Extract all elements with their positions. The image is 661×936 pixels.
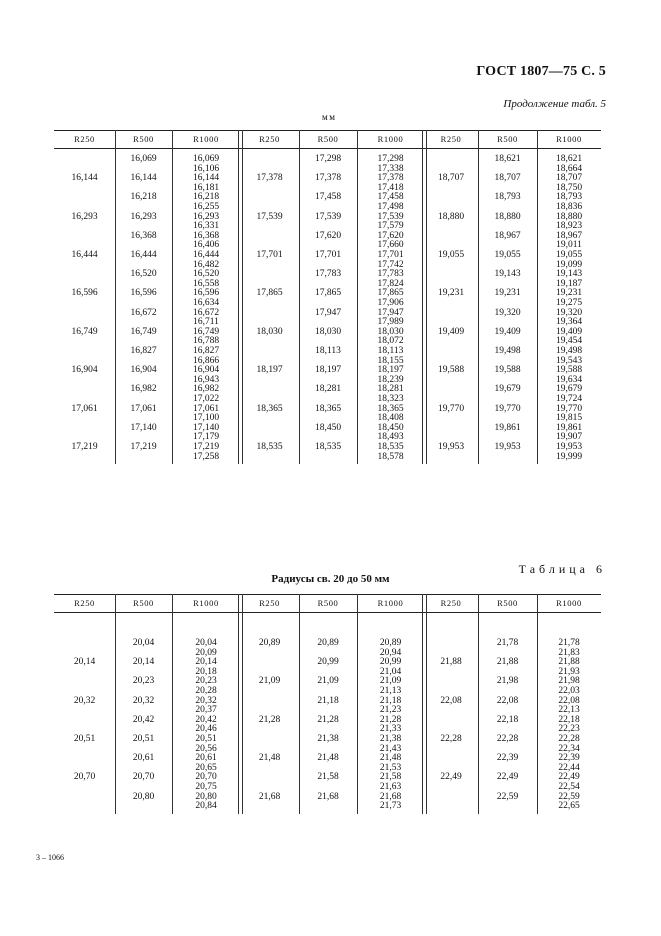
t5-cell-r500: 19,770 [494,403,521,414]
table-6 [54,594,601,814]
t6-cell-r1000: 20,09 [195,647,217,658]
t6-cell-r500: 20,42 [132,714,155,725]
t5-cell-r500: 19,679 [494,384,521,395]
t5-cell-r1000: 17,947 [377,307,404,318]
t5-cell-r500: 18,197 [314,365,342,376]
t5-cell-r250: 16,293 [71,211,98,222]
t6-cell-r1000: 20,51 [195,734,217,744]
t5-cell-r1000: 19,011 [556,240,582,251]
t5-cell-r500: 19,231 [494,288,521,299]
t5-cell-r250: 19,953 [437,442,465,452]
t6-cell-r1000: 22,03 [558,686,580,696]
t5-cell-r1000: 18,621 [555,154,583,164]
t5-cell-r1000: 17,701 [377,250,404,260]
t5-cell-r500: 18,880 [494,211,521,222]
t5-cell-r1000: 17,579 [377,221,404,232]
t6-cell-r1000: 22,23 [558,724,580,735]
t5-cell-r1000: 16,943 [192,374,220,385]
t6-cell-r1000: 21,78 [558,638,580,648]
t5-cell-r1000: 16,596 [192,288,220,299]
t5-cell-r1000: 16,634 [192,298,220,308]
t5-cell-r1000: 18,880 [555,211,583,222]
t5-cell-r1000: 17,824 [377,278,404,289]
t6-header-row [54,594,601,613]
t5-cell-r1000: 16,406 [192,240,220,251]
t6-col-header: R250 [440,598,462,608]
t6-cell-r500: 21,58 [317,772,339,783]
t6-cell-r250: 21,48 [258,753,281,764]
t5-cell-r500: 19,143 [494,269,521,280]
table-6-caption: Радиусы св. 20 до 50 мм [271,573,390,585]
t5-cell-r1000: 16,711 [193,317,219,328]
t6-cell-r250: 21,28 [258,714,281,725]
t5-cell-r1000: 18,707 [555,173,583,184]
t6-cell-r500: 21,09 [317,676,339,687]
t5-cell-r1000: 16,255 [192,202,220,212]
t6-cell-r1000: 22,18 [558,714,580,725]
t5-cell-r1000: 16,069 [192,154,220,164]
t6-cell-r1000: 20,84 [195,801,217,812]
t5-cell-r500: 16,827 [130,346,157,356]
t5-cell-r500: 16,144 [130,173,157,184]
t5-cell-r500: 19,861 [494,422,521,433]
t5-cell-r500: 19,498 [494,346,521,356]
t5-cell-r1000: 17,258 [192,451,220,462]
t5-cell-r1000: 19,187 [555,278,583,289]
t6-cell-r1000: 22,39 [558,753,580,764]
t6-cell-r250: 20,51 [73,734,96,744]
t6-cell-r500: 20,14 [132,657,155,668]
t5-cell-r500: 18,450 [314,422,342,433]
t6-cell-r500: 22,59 [496,791,519,802]
t5-cell-r1000: 17,865 [377,288,404,299]
t5-cell-r1000: 19,409 [555,326,583,337]
t5-col-header: R250 [259,134,280,144]
t5-cell-r500: 17,539 [314,211,342,222]
t5-cell-r1000: 17,338 [377,163,404,174]
t6-cell-r1000: 22,28 [558,734,580,744]
t6-cell-r1000: 20,89 [379,638,402,648]
t6-cell-r500: 20,89 [317,638,339,648]
t5-cell-r250: 18,535 [256,442,283,452]
table-6-label: Таблица 6 [518,562,606,576]
t5-cell-r1000: 19,999 [555,451,583,462]
t6-col-header: R1000 [377,598,404,608]
t6-cell-r250: 20,32 [73,695,96,706]
t6-cell-r500: 22,49 [496,772,519,783]
t5-cell-r1000: 18,408 [377,413,404,424]
t5-cell-r1000: 17,783 [377,269,404,280]
t5-cell-r1000: 17,539 [377,211,404,222]
t5-col-header: R500 [497,134,518,144]
t5-cell-r500: 18,707 [494,173,521,184]
t5-cell-r1000: 16,368 [192,230,220,241]
t5-cell-r250: 17,539 [256,211,283,222]
t5-cell-r1000: 19,364 [555,317,583,328]
t6-cell-r1000: 20,70 [195,772,217,783]
t5-cell-r1000: 16,482 [192,259,220,270]
t5-cell-r500: 17,458 [314,192,342,203]
t6-cell-r500: 22,08 [496,695,519,706]
t6-cell-r1000: 20,42 [195,714,217,725]
t6-cell-r1000: 22,59 [558,791,580,802]
t6-cell-r500: 21,48 [317,753,339,764]
t5-cell-r1000: 17,906 [377,298,404,308]
t6-cell-r500: 20,32 [132,695,155,706]
t5-cell-r1000: 16,218 [192,192,220,203]
t5-cell-r1000: 19,055 [555,250,583,260]
page-header-title: ГОСТ 1807—75 С. 5 [476,64,606,79]
t5-cell-r1000: 18,967 [555,230,583,241]
t6-cell-r1000: 22,65 [558,801,580,812]
t5-cell-r1000: 16,144 [192,173,220,184]
t5-col-header: R1000 [556,134,582,144]
t5-cell-r1000: 16,866 [192,355,220,366]
t5-cell-r1000: 18,493 [377,432,404,443]
t6-cell-r1000: 21,33 [379,724,402,735]
t6-cell-r500: 22,28 [496,734,519,744]
t5-cell-r1000: 19,454 [555,336,583,347]
t6-cell-r1000: 20,23 [195,676,217,687]
t5-cell-r1000: 16,444 [192,250,220,260]
t5-cell-r1000: 18,750 [555,182,583,193]
t6-cell-r250: 20,89 [258,638,281,648]
t5-cell-r1000: 17,660 [377,240,404,251]
t6-cell-r500: 20,99 [317,657,339,668]
t5-cell-r250: 18,030 [256,326,283,337]
t6-cell-r1000: 22,54 [558,782,580,792]
t5-cell-r1000: 18,793 [555,192,583,203]
t5-cell-r500: 18,365 [314,403,342,414]
t5-cell-r500: 17,865 [314,288,342,299]
t5-cell-r500: 18,793 [494,192,521,203]
t5-col-header: R500 [317,134,339,144]
t6-cell-r500: 22,39 [496,753,519,764]
table-continuation-note: Продолжение табл. 5 [503,98,606,110]
t6-cell-r500: 20,61 [132,753,155,764]
t6-col-header: R250 [74,598,95,608]
t5-cell-r1000: 16,982 [192,384,220,395]
t5-cell-r500: 16,520 [130,269,157,280]
t6-cell-r1000: 21,23 [379,705,402,716]
t6-cell-r1000: 22,49 [558,772,580,783]
t6-col-header: R250 [259,598,280,608]
t5-cell-r1000: 19,275 [555,298,583,308]
t6-cell-r1000: 20,14 [195,657,217,668]
t5-cell-r250: 17,865 [256,288,283,299]
t5-cell-r250: 18,197 [256,365,283,376]
t5-col-header: R250 [440,134,462,144]
t5-cell-r250: 17,378 [256,173,283,184]
t6-cell-r1000: 21,28 [379,714,402,725]
t5-col-header: R500 [133,134,154,144]
t5-cell-r500: 16,596 [130,288,157,299]
t6-col-header: R500 [133,598,154,608]
t5-cell-r500: 17,620 [314,230,342,241]
t6-cell-r1000: 20,75 [195,782,217,792]
t5-cell-r1000: 16,558 [192,278,220,289]
t6-cell-r1000: 22,34 [558,743,580,754]
t6-cell-r1000: 21,68 [379,791,402,802]
t6-cell-r250: 22,49 [440,772,462,783]
t5-cell-r1000: 18,030 [377,326,404,337]
t5-cell-r1000: 17,061 [192,403,220,414]
t5-cell-r1000: 19,588 [555,365,583,376]
t6-cell-r1000: 20,04 [195,638,217,648]
t6-cell-r250: 21,88 [440,657,462,668]
t5-cell-r1000: 19,231 [555,288,583,299]
t5-cell-r1000: 17,458 [377,192,404,203]
t5-cell-r1000: 18,923 [555,221,583,232]
t5-cell-r500: 17,701 [314,250,342,260]
t5-cell-r250: 19,588 [437,365,465,376]
t5-cell-r250: 18,365 [256,403,283,414]
t6-cell-r500: 21,88 [496,657,519,668]
t5-cell-r250: 19,409 [437,326,465,337]
t6-cell-r1000: 20,28 [195,686,217,696]
t5-cell-r500: 18,967 [494,230,521,241]
t6-cell-r1000: 21,73 [379,801,402,812]
t6-cell-r1000: 21,09 [379,676,402,687]
t5-cell-r500: 17,783 [314,269,342,280]
t6-cell-r500: 21,78 [496,638,519,648]
t5-cell-r500: 16,293 [130,211,157,222]
t5-cell-r1000: 18,197 [377,365,404,376]
t5-cell-r1000: 19,724 [555,394,583,404]
t6-cell-r1000: 20,46 [195,724,217,735]
t5-cell-r1000: 18,239 [377,374,404,385]
footer-code: 3 – 1066 [36,853,64,862]
t5-cell-r250: 19,770 [437,403,465,414]
t6-col-header: R500 [317,598,339,608]
t5-cell-r1000: 19,907 [555,432,583,443]
t5-cell-r1000: 16,106 [192,163,220,174]
t6-col-header: R500 [497,598,518,608]
t6-cell-r500: 20,23 [132,676,155,687]
t6-cell-r1000: 21,13 [379,686,402,696]
t5-header-row [54,130,601,149]
t6-col-header: R1000 [193,598,219,608]
t6-cell-r1000: 20,56 [195,743,217,754]
t5-cell-r1000: 17,022 [192,394,220,404]
t6-cell-r500: 21,98 [496,676,519,687]
t5-cell-r1000: 17,620 [377,230,404,241]
t5-cell-r1000: 19,320 [555,307,583,318]
t5-cell-r1000: 18,323 [377,394,404,404]
t6-cell-r500: 22,18 [496,714,519,725]
t5-cell-r250: 18,707 [437,173,465,184]
t5-cell-r1000: 16,520 [192,269,220,280]
t5-cell-r1000: 19,543 [555,355,583,366]
t5-cell-r1000: 18,365 [377,403,404,414]
t5-cell-r500: 16,218 [130,192,157,203]
t5-cell-r1000: 19,498 [555,346,583,356]
t6-cell-r500: 21,28 [317,714,339,725]
t6-cell-r1000: 22,44 [558,762,580,773]
t5-cell-r1000: 19,143 [555,269,583,280]
t5-cell-r250: 16,144 [71,173,98,184]
t5-cell-r250: 16,749 [71,326,98,337]
t5-cell-r1000: 17,179 [192,432,220,443]
t5-cell-r1000: 16,293 [192,211,220,222]
t5-cell-r500: 16,368 [130,230,157,241]
t5-cell-r1000: 16,331 [192,221,220,232]
t5-cell-r500: 18,030 [314,326,342,337]
t5-cell-r1000: 17,989 [377,317,404,328]
t5-cell-r1000: 19,099 [555,259,583,270]
t5-cell-r1000: 17,742 [377,259,404,270]
t6-cell-r500: 21,68 [317,791,339,802]
t6-col-header: R1000 [556,598,582,608]
t5-cell-r1000: 18,113 [377,346,404,356]
t6-cell-r1000: 22,13 [558,705,580,716]
t5-col-header: R250 [74,134,95,144]
t6-cell-r1000: 20,61 [195,753,217,764]
t5-cell-r500: 17,947 [314,307,342,318]
t6-cell-r250: 22,08 [440,695,462,706]
t5-cell-r500: 16,444 [130,250,157,260]
t6-cell-r1000: 21,48 [379,753,402,764]
t5-cell-r500: 16,904 [130,365,157,376]
t6-cell-r1000: 21,18 [379,695,402,706]
t6-cell-r1000: 21,83 [558,647,580,658]
t5-cell-r250: 17,701 [256,250,283,260]
t5-cell-r250: 16,596 [71,288,98,299]
t5-cell-r500: 18,281 [314,384,342,395]
table-5 [54,130,601,464]
t5-cell-r1000: 16,672 [192,307,220,318]
t6-cell-r500: 20,70 [132,772,155,783]
t5-cell-r1000: 18,072 [377,336,404,347]
t5-cell-r1000: 16,749 [192,326,220,337]
t5-cell-r1000: 17,140 [192,422,220,433]
t5-cell-r500: 19,055 [494,250,521,260]
t6-cell-r500: 21,38 [317,734,339,744]
t5-cell-r1000: 16,181 [192,182,220,193]
t5-cell-r500: 19,320 [494,307,521,318]
t5-cell-r500: 17,378 [314,173,342,184]
t5-cell-r1000: 19,679 [555,384,583,395]
t5-cell-r500: 17,298 [314,154,342,164]
t5-cell-r1000: 19,861 [555,422,583,433]
t5-cell-r500: 18,113 [315,346,341,356]
t5-cell-r250: 17,061 [71,403,98,414]
t5-cell-r500: 19,409 [494,326,521,337]
t5-cell-r250: 16,444 [71,250,98,260]
t6-cell-r250: 21,68 [258,791,281,802]
t6-cell-r1000: 20,37 [195,705,217,716]
t5-cell-r1000: 18,836 [555,202,583,212]
t5-cell-r1000: 19,953 [555,442,583,452]
t5-cell-r1000: 17,100 [192,413,220,424]
t6-cell-r1000: 21,43 [379,743,402,754]
t6-cell-r500: 20,04 [132,638,155,648]
t6-cell-r1000: 21,98 [558,676,580,687]
t6-cell-r1000: 21,04 [379,666,402,677]
t6-cell-r1000: 21,88 [558,657,580,668]
t5-cell-r1000: 17,219 [192,442,220,452]
t5-col-header: R1000 [377,134,404,144]
t5-cell-r1000: 19,815 [555,413,583,424]
t5-cell-r1000: 17,298 [377,154,404,164]
t6-cell-r250: 20,70 [73,772,96,783]
t5-cell-r500: 18,535 [314,442,342,452]
t6-cell-r1000: 20,18 [195,666,217,677]
t5-cell-r250: 18,880 [437,211,465,222]
t5-cell-r1000: 18,450 [377,422,404,433]
t6-cell-r1000: 21,38 [379,734,402,744]
t6-cell-r1000: 20,32 [195,695,217,706]
t6-cell-r1000: 20,99 [379,657,402,668]
t5-cell-r500: 19,588 [494,365,521,376]
t6-cell-r1000: 21,63 [379,782,402,792]
t6-cell-r1000: 20,65 [195,762,217,773]
t5-cell-r1000: 17,418 [377,182,404,193]
t5-cell-r250: 19,231 [437,288,465,299]
t6-cell-r1000: 20,80 [195,791,217,802]
t6-cell-r1000: 22,08 [558,695,580,706]
t5-col-header: R1000 [193,134,219,144]
t5-cell-r250: 16,904 [71,365,98,376]
t5-cell-r1000: 19,634 [555,374,583,385]
t5-cell-r1000: 18,535 [377,442,404,452]
t5-cell-r1000: 18,281 [377,384,404,395]
t6-cell-r1000: 21,58 [379,772,402,783]
t6-cell-r500: 20,80 [132,791,155,802]
t6-cell-r500: 21,18 [317,695,339,706]
t5-cell-r500: 18,621 [494,154,521,164]
t5-cell-r500: 17,061 [130,403,157,414]
t5-cell-r1000: 18,664 [555,163,583,174]
t5-cell-r500: 19,953 [494,442,521,452]
t6-cell-r1000: 21,53 [379,762,402,773]
t5-cell-r500: 17,219 [130,442,157,452]
t5-cell-r500: 16,069 [130,154,157,164]
t5-cell-r1000: 16,827 [192,346,220,356]
t6-cell-r250: 21,09 [258,676,281,687]
t5-cell-r1000: 16,904 [192,365,220,376]
t5-cell-r1000: 17,378 [377,173,404,184]
t5-cell-r1000: 17,498 [377,202,404,212]
t5-cell-r250: 19,055 [437,250,465,260]
t5-cell-r500: 16,672 [130,307,157,318]
t5-cell-r500: 16,982 [130,384,157,395]
t5-cell-r250: 17,219 [71,442,98,452]
t5-cell-r1000: 18,155 [377,355,404,366]
t5-cell-r500: 16,749 [130,326,157,337]
t6-cell-r500: 20,51 [132,734,155,744]
t6-cell-r250: 20,14 [73,657,96,668]
t5-cell-r1000: 19,770 [555,403,583,414]
units-label: мм [322,112,337,122]
t6-cell-r250: 22,28 [440,734,462,744]
t5-cell-r1000: 16,788 [192,336,220,347]
t5-cell-r500: 17,140 [130,422,157,433]
t6-cell-r1000: 20,94 [379,647,402,658]
t6-cell-r1000: 21,93 [558,666,580,677]
t5-cell-r1000: 18,578 [377,451,404,462]
